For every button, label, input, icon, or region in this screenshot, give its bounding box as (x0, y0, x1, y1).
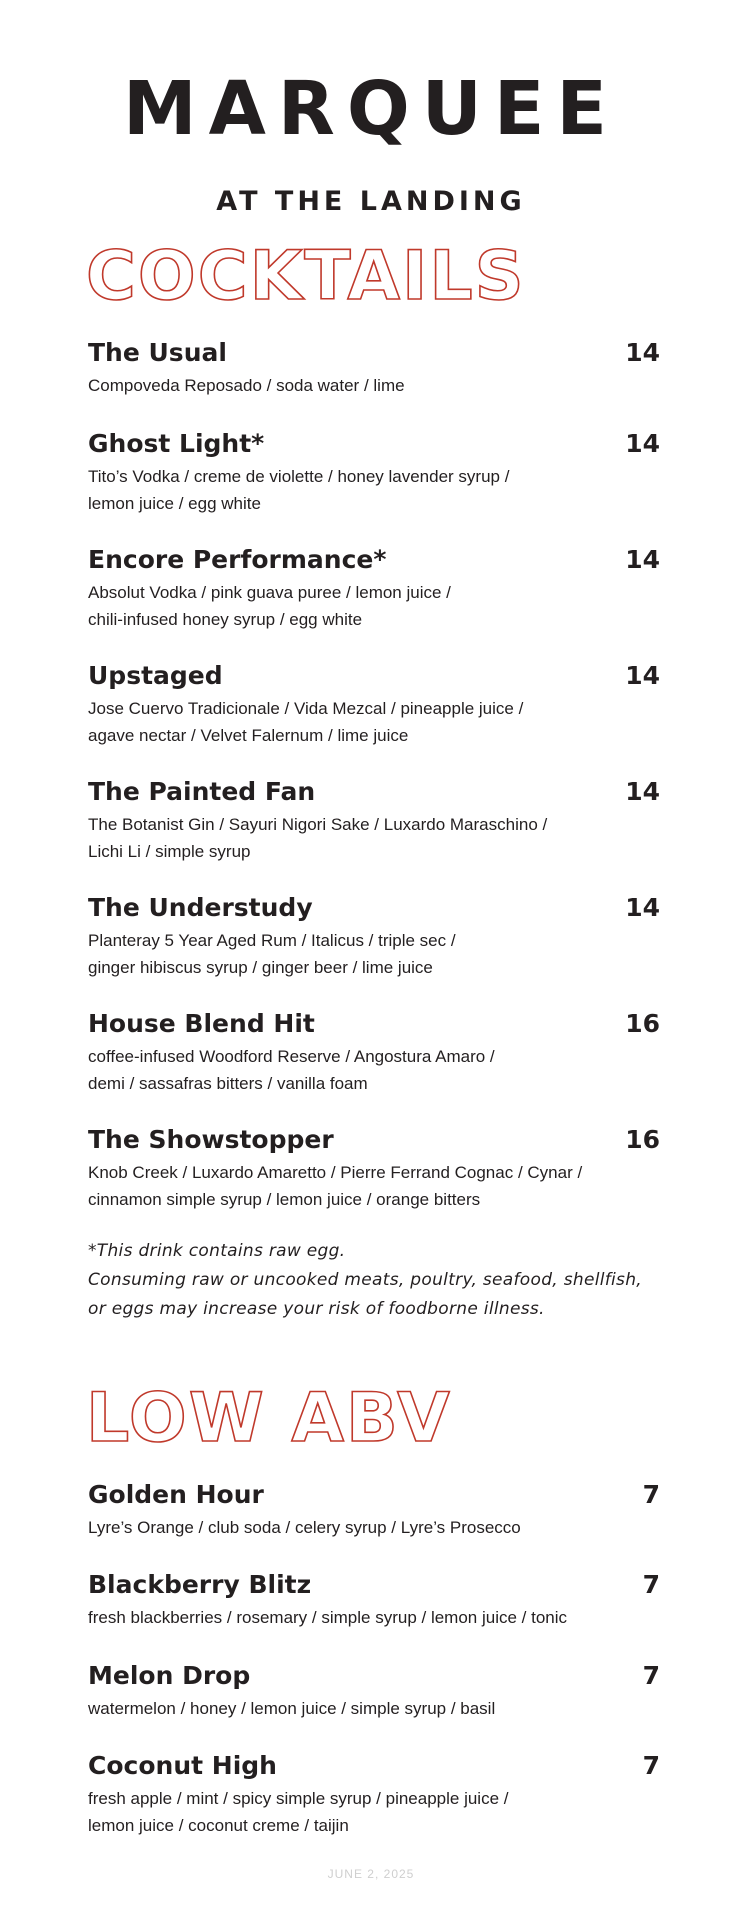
item-description-line: chili-infused honey syrup / egg white (88, 610, 363, 629)
menu-item (88, 1009, 660, 1097)
raw-egg-note: *This drink contains raw egg. (88, 1241, 346, 1261)
item-description-line: ginger hibiscus syrup / ginger beer / lime juice (88, 958, 433, 977)
brand-subtitle: AT THE LANDING (216, 186, 526, 217)
item-price: 7 (642, 1570, 660, 1599)
item-description (88, 579, 628, 633)
item-description-line: Lichi Li / simple syrup (88, 842, 251, 861)
item-description-line: Planteray 5 Year Aged Rum / Italicus / triple sec / (88, 931, 456, 950)
item-price: 7 (642, 1751, 660, 1780)
item-description (88, 463, 628, 517)
item-description (88, 372, 628, 399)
item-name: Coconut High (88, 1751, 277, 1780)
item-description-line: Compoveda Reposado / soda water / lime (88, 376, 405, 395)
item-description-line: The Botanist Gin / Sayuri Nigori Sake / Luxardo Maraschino / (88, 815, 548, 834)
menu-item (88, 1661, 660, 1722)
menu-item (88, 893, 660, 981)
item-name: Ghost Light* (88, 429, 265, 458)
item-name: Golden Hour (88, 1480, 264, 1509)
menu-item (88, 1751, 660, 1839)
item-name: The Showstopper (88, 1125, 334, 1154)
item-description (88, 1159, 628, 1213)
item-description-line: agave nectar / Velvet Falernum / lime juice (88, 726, 409, 745)
item-description-line: Tito’s Vodka / creme de violette / honey lavender syrup / (88, 467, 510, 486)
menu-item (88, 338, 660, 399)
item-description (88, 1785, 628, 1839)
item-price: 14 (625, 338, 660, 367)
section-title-cocktails: COCKTAILS (86, 237, 526, 316)
item-price: 14 (625, 429, 660, 458)
item-price: 7 (642, 1480, 660, 1509)
item-name: Upstaged (88, 661, 223, 690)
footer-date: JUNE 2, 2025 (327, 1867, 415, 1881)
item-name: House Blend Hit (88, 1009, 315, 1038)
item-price: 14 (625, 661, 660, 690)
item-name: The Understudy (88, 893, 313, 922)
item-name: The Painted Fan (88, 777, 316, 806)
item-description-line: fresh blackberries / rosemary / simple syrup / lemon juice / tonic (88, 1608, 568, 1627)
item-name: Melon Drop (88, 1661, 251, 1690)
item-price: 14 (625, 893, 660, 922)
item-description-line: Lyre’s Orange / club soda / celery syrup / Lyre’s Prosecco (88, 1518, 521, 1537)
menu-item (88, 1480, 660, 1541)
food-safety-note: Consuming raw or uncooked meats, poultry, seafood, shellfish, (88, 1270, 642, 1290)
item-description (88, 927, 628, 981)
item-description (88, 811, 628, 865)
item-price: 14 (625, 777, 660, 806)
item-description-line: coffee-infused Woodford Reserve / Angostura Amaro / (88, 1047, 495, 1066)
item-description-line: fresh apple / mint / spicy simple syrup / pineapple juice / (88, 1789, 509, 1808)
menu-item (88, 545, 660, 633)
item-description-line: lemon juice / coconut creme / taijin (88, 1816, 349, 1835)
item-description (88, 1514, 628, 1541)
item-price: 16 (625, 1009, 660, 1038)
item-name: The Usual (88, 338, 227, 367)
item-price: 14 (625, 545, 660, 574)
item-price: 7 (642, 1661, 660, 1690)
item-description (88, 1695, 628, 1722)
item-description (88, 1043, 628, 1097)
menu-item (88, 777, 660, 865)
menu-item (88, 1570, 660, 1631)
section-title-low-abv: LOW ABV (86, 1379, 452, 1458)
menu-item (88, 429, 660, 517)
item-name: Encore Performance* (88, 545, 387, 574)
food-safety-note: or eggs may increase your risk of foodborne illness. (88, 1299, 545, 1319)
item-description-line: cinnamon simple syrup / lemon juice / orange bitters (88, 1190, 481, 1209)
item-description-line: watermelon / honey / lemon juice / simple syrup / basil (88, 1699, 496, 1718)
item-description (88, 695, 628, 749)
item-description (88, 1604, 628, 1631)
brand-logo: MARQUEE (123, 66, 619, 152)
menu-item (88, 1125, 660, 1213)
menu-item (88, 661, 660, 749)
allergy-notes (88, 1237, 688, 1324)
item-description-line: Knob Creek / Luxardo Amaretto / Pierre Ferrand Cognac / Cynar / (88, 1163, 583, 1182)
item-description-line: lemon juice / egg white (88, 494, 261, 513)
item-description-line: demi / sassafras bitters / vanilla foam (88, 1074, 368, 1093)
item-price: 16 (625, 1125, 660, 1154)
item-name: Blackberry Blitz (88, 1570, 312, 1599)
item-description-line: Absolut Vodka / pink guava puree / lemon juice / (88, 583, 451, 602)
item-description-line: Jose Cuervo Tradicionale / Vida Mezcal / pineapple juice / (88, 699, 524, 718)
